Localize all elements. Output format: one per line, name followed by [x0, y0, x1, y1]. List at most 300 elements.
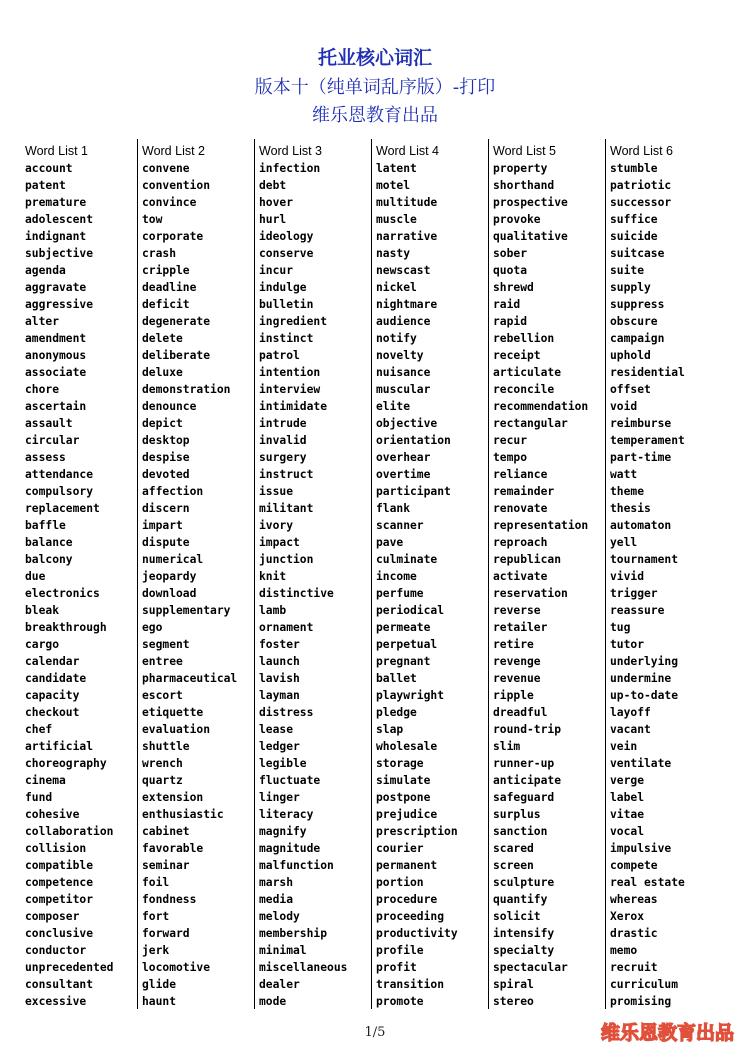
vocabulary-word: reliance	[493, 468, 548, 481]
vocabulary-word: portion	[376, 876, 424, 889]
vocabulary-word: discern	[142, 502, 190, 515]
vocabulary-word: aggravate	[25, 281, 87, 294]
vocabulary-word: property	[493, 162, 548, 175]
vocabulary-word: perpetual	[376, 638, 438, 651]
vocabulary-word: cripple	[142, 264, 190, 277]
vocabulary-word: due	[25, 570, 46, 583]
vocabulary-word: suppress	[610, 298, 665, 311]
vocabulary-word: jeopardy	[142, 570, 197, 583]
vocabulary-word: forward	[142, 927, 190, 940]
vocabulary-word: deliberate	[142, 349, 211, 362]
vocabulary-word: ventilate	[610, 757, 672, 770]
vocabulary-word: foster	[259, 638, 300, 651]
vocabulary-word: vocal	[610, 825, 645, 838]
vocabulary-word: round-trip	[493, 723, 562, 736]
vocabulary-word: proceeding	[376, 910, 445, 923]
vocabulary-word: instinct	[259, 332, 314, 345]
vocabulary-word: revenge	[493, 655, 541, 668]
vocabulary-word: impart	[142, 519, 183, 532]
vocabulary-word: rectangular	[493, 417, 568, 430]
vocabulary-word: balance	[25, 536, 73, 549]
vocabulary-word: replacement	[25, 502, 100, 515]
vocabulary-word: dispute	[142, 536, 190, 549]
vocabulary-word: revenue	[493, 672, 541, 685]
vocabulary-word: latent	[376, 162, 417, 175]
vocabulary-word: scanner	[376, 519, 424, 532]
vocabulary-word: escort	[142, 689, 183, 702]
vocabulary-word: breakthrough	[25, 621, 107, 634]
vocabulary-word: dreadful	[493, 706, 548, 719]
vocabulary-word: renovate	[493, 502, 548, 515]
vocabulary-word: campaign	[610, 332, 665, 345]
vocabulary-word: etiquette	[142, 706, 204, 719]
vocabulary-word: overhear	[376, 451, 431, 464]
vocabulary-word: lease	[259, 723, 294, 736]
vocabulary-word: theme	[610, 485, 645, 498]
vocabulary-word: memo	[610, 944, 638, 957]
vocabulary-word: courier	[376, 842, 424, 855]
vocabulary-word: suffice	[610, 213, 658, 226]
vocabulary-word: melody	[259, 910, 300, 923]
word-list	[142, 160, 256, 1010]
vocabulary-word: agenda	[25, 264, 66, 277]
vocabulary-word: shorthand	[493, 179, 555, 192]
vocabulary-word: cinema	[25, 774, 66, 787]
vocabulary-word: incur	[259, 264, 294, 277]
vocabulary-word: suicide	[610, 230, 658, 243]
vocabulary-word: amendment	[25, 332, 87, 345]
vocabulary-word: motel	[376, 179, 411, 192]
vocabulary-word: overtime	[376, 468, 431, 481]
vocabulary-word: compulsory	[25, 485, 94, 498]
vocabulary-word: depict	[142, 417, 183, 430]
vocabulary-word: calendar	[25, 655, 80, 668]
vocabulary-word: label	[610, 791, 645, 804]
vocabulary-word: nickel	[376, 281, 417, 294]
vocabulary-word: electronics	[25, 587, 100, 600]
vocabulary-word: chore	[25, 383, 60, 396]
vocabulary-word: drastic	[610, 927, 658, 940]
word-list	[259, 160, 373, 1010]
vocabulary-word: premature	[25, 196, 87, 209]
vocabulary-word: participant	[376, 485, 451, 498]
vocabulary-word: debt	[259, 179, 287, 192]
vocabulary-word: deficit	[142, 298, 190, 311]
vocabulary-word: fund	[25, 791, 53, 804]
vocabulary-word: activate	[493, 570, 548, 583]
vocabulary-word: real estate	[610, 876, 685, 889]
vocabulary-word: download	[142, 587, 197, 600]
vocabulary-word: flank	[376, 502, 411, 515]
vocabulary-word: jerk	[142, 944, 170, 957]
vocabulary-word: competence	[25, 876, 94, 889]
vocabulary-word: seminar	[142, 859, 190, 872]
vocabulary-word: fluctuate	[259, 774, 321, 787]
vocabulary-word: tug	[610, 621, 631, 634]
vocabulary-word: attendance	[25, 468, 94, 481]
vocabulary-word: vitae	[610, 808, 645, 821]
vocabulary-word: curriculum	[610, 978, 679, 991]
word-list	[493, 160, 607, 1010]
vocabulary-word: cabinet	[142, 825, 190, 838]
vocabulary-word: assault	[25, 417, 73, 430]
vocabulary-word: reimburse	[610, 417, 672, 430]
vocabulary-word: supply	[610, 281, 651, 294]
vocabulary-word: patent	[25, 179, 66, 192]
vocabulary-word: conserve	[259, 247, 314, 260]
word-list-column	[256, 143, 373, 1013]
vocabulary-word: desktop	[142, 434, 190, 447]
vocabulary-word: surplus	[493, 808, 541, 821]
vocabulary-word: alter	[25, 315, 60, 328]
vocabulary-word: spectacular	[493, 961, 568, 974]
vocabulary-word: watt	[610, 468, 638, 481]
vocabulary-word: whereas	[610, 893, 658, 906]
vocabulary-word: vein	[610, 740, 638, 753]
vocabulary-word: sanction	[493, 825, 548, 838]
vocabulary-word: quartz	[142, 774, 183, 787]
vocabulary-word: suite	[610, 264, 645, 277]
vocabulary-word: checkout	[25, 706, 80, 719]
vocabulary-word: indignant	[25, 230, 87, 243]
vocabulary-word: safeguard	[493, 791, 555, 804]
vocabulary-word: playwright	[376, 689, 445, 702]
vocabulary-word: marsh	[259, 876, 294, 889]
vocabulary-word: enthusiastic	[142, 808, 224, 821]
vocabulary-word: retire	[493, 638, 534, 651]
vocabulary-word: supplementary	[142, 604, 231, 617]
vocabulary-word: anonymous	[25, 349, 87, 362]
vocabulary-word: balcony	[25, 553, 73, 566]
vocabulary-word: pave	[376, 536, 404, 549]
document-title: 托业核心词汇	[317, 47, 432, 69]
vocabulary-word: notify	[376, 332, 417, 345]
vocabulary-word: nightmare	[376, 298, 438, 311]
vocabulary-word: instruct	[259, 468, 314, 481]
vocabulary-word: compatible	[25, 859, 94, 872]
vocabulary-word: minimal	[259, 944, 307, 957]
vocabulary-word: patrol	[259, 349, 300, 362]
vocabulary-word: locomotive	[142, 961, 211, 974]
vocabulary-word: conclusive	[25, 927, 94, 940]
vocabulary-word: unprecedented	[25, 961, 114, 974]
vocabulary-word: income	[376, 570, 417, 583]
vocabulary-word: residential	[610, 366, 685, 379]
vocabulary-word: competitor	[25, 893, 94, 906]
vocabulary-word: recommendation	[493, 400, 589, 413]
vocabulary-word: impact	[259, 536, 300, 549]
word-list-column	[607, 143, 724, 1013]
vocabulary-word: ascertain	[25, 400, 87, 413]
vocabulary-word: ledger	[259, 740, 300, 753]
vocabulary-word: transition	[376, 978, 445, 991]
vocabulary-word: audience	[376, 315, 431, 328]
vocabulary-word: ornament	[259, 621, 314, 634]
vocabulary-word: republican	[493, 553, 562, 566]
vocabulary-word: tutor	[610, 638, 645, 651]
vocabulary-word: chef	[25, 723, 53, 736]
vocabulary-word: interview	[259, 383, 321, 396]
vocabulary-word: profile	[376, 944, 424, 957]
vocabulary-word: devoted	[142, 468, 190, 481]
vocabulary-word: cohesive	[25, 808, 80, 821]
word-list-column	[22, 143, 139, 1013]
vocabulary-word: corporate	[142, 230, 204, 243]
vocabulary-word: patriotic	[610, 179, 672, 192]
page-number: 1/5	[364, 1025, 386, 1040]
vocabulary-word: intimidate	[259, 400, 328, 413]
vocabulary-word: underlying	[610, 655, 679, 668]
vocabulary-word: lamb	[259, 604, 287, 617]
vocabulary-word: linger	[259, 791, 300, 804]
vocabulary-word: collision	[25, 842, 87, 855]
vocabulary-word: Xerox	[610, 910, 645, 923]
vocabulary-word: cargo	[25, 638, 60, 651]
vocabulary-word: stereo	[493, 995, 534, 1008]
vocabulary-word: composer	[25, 910, 80, 923]
vocabulary-word: segment	[142, 638, 190, 651]
vocabulary-word: favorable	[142, 842, 204, 855]
vocabulary-word: haunt	[142, 995, 177, 1008]
word-list-title: Word List 4	[376, 144, 439, 158]
vocabulary-word: adolescent	[25, 213, 94, 226]
vocabulary-word: prescription	[376, 825, 458, 838]
vocabulary-word: nuisance	[376, 366, 431, 379]
vocabulary-word: surgery	[259, 451, 307, 464]
vocabulary-word: simulate	[376, 774, 431, 787]
vocabulary-word: screen	[493, 859, 534, 872]
vocabulary-word: suitcase	[610, 247, 665, 260]
vocabulary-word: extension	[142, 791, 204, 804]
vocabulary-word: indulge	[259, 281, 307, 294]
vocabulary-word: ingredient	[259, 315, 328, 328]
vocabulary-word: evaluation	[142, 723, 211, 736]
vocabulary-word: verge	[610, 774, 645, 787]
vocabulary-word: denounce	[142, 400, 197, 413]
vocabulary-word: reassure	[610, 604, 665, 617]
vocabulary-word: collaboration	[25, 825, 114, 838]
vocabulary-word: bulletin	[259, 298, 314, 311]
vocabulary-word: crash	[142, 247, 177, 260]
vocabulary-word: prospective	[493, 196, 568, 209]
vocabulary-word: rapid	[493, 315, 528, 328]
vocabulary-word: scared	[493, 842, 534, 855]
vocabulary-word: pledge	[376, 706, 417, 719]
vocabulary-word: remainder	[493, 485, 555, 498]
vocabulary-word: candidate	[25, 672, 87, 685]
vocabulary-word: novelty	[376, 349, 424, 362]
vocabulary-word: obscure	[610, 315, 658, 328]
vocabulary-word: runner-up	[493, 757, 555, 770]
vocabulary-word: recur	[493, 434, 528, 447]
vocabulary-word: issue	[259, 485, 294, 498]
vocabulary-word: pregnant	[376, 655, 431, 668]
document-subtitle: 版本十（纯单词乱序版）-打印	[254, 77, 496, 98]
document-header	[0, 44, 750, 129]
vocabulary-word: entree	[142, 655, 183, 668]
vocabulary-word: tempo	[493, 451, 528, 464]
vocabulary-word: slim	[493, 740, 521, 753]
vocabulary-word: profit	[376, 961, 417, 974]
vocabulary-word: automaton	[610, 519, 672, 532]
vocabulary-word: representation	[493, 519, 589, 532]
vocabulary-word: objective	[376, 417, 438, 430]
vocabulary-word: ivory	[259, 519, 294, 532]
vocabulary-word: promote	[376, 995, 424, 1008]
vocabulary-word: procedure	[376, 893, 438, 906]
vocabulary-word: deluxe	[142, 366, 183, 379]
vocabulary-word: mode	[259, 995, 287, 1008]
vocabulary-word: ideology	[259, 230, 314, 243]
vocabulary-word: impulsive	[610, 842, 672, 855]
vocabulary-word: part-time	[610, 451, 672, 464]
vocabulary-word: periodical	[376, 604, 445, 617]
vocabulary-word: reproach	[493, 536, 548, 549]
vocabulary-word: subjective	[25, 247, 94, 260]
vocabulary-word: fort	[142, 910, 170, 923]
vocabulary-word: newscast	[376, 264, 431, 277]
vocabulary-word: perfume	[376, 587, 424, 600]
vocabulary-word: consultant	[25, 978, 94, 991]
vocabulary-word: infection	[259, 162, 321, 175]
word-list	[376, 160, 490, 1010]
vocabulary-word: distress	[259, 706, 314, 719]
vocabulary-word: vivid	[610, 570, 645, 583]
vocabulary-word: hover	[259, 196, 294, 209]
vocabulary-word: thesis	[610, 502, 651, 515]
vocabulary-word: delete	[142, 332, 183, 345]
vocabulary-word: reservation	[493, 587, 568, 600]
vocabulary-word: vacant	[610, 723, 651, 736]
vocabulary-word: baffle	[25, 519, 66, 532]
vocabulary-word: media	[259, 893, 294, 906]
vocabulary-word: culminate	[376, 553, 438, 566]
vocabulary-word: excessive	[25, 995, 87, 1008]
vocabulary-word: promising	[610, 995, 672, 1008]
vocabulary-word: void	[610, 400, 638, 413]
vocabulary-word: specialty	[493, 944, 555, 957]
vocabulary-word: despise	[142, 451, 190, 464]
vocabulary-word: orientation	[376, 434, 451, 447]
vocabulary-word: foil	[142, 876, 170, 889]
vocabulary-word: magnify	[259, 825, 307, 838]
vocabulary-word: wrench	[142, 757, 183, 770]
vocabulary-word: layoff	[610, 706, 651, 719]
vocabulary-word: narrative	[376, 230, 438, 243]
vocabulary-word: intention	[259, 366, 321, 379]
vocabulary-word: sculpture	[493, 876, 555, 889]
vocabulary-word: productivity	[376, 927, 458, 940]
vocabulary-word: spiral	[493, 978, 534, 991]
vocabulary-word: militant	[259, 502, 314, 515]
vocabulary-word: temperament	[610, 434, 685, 447]
vocabulary-word: dealer	[259, 978, 300, 991]
vocabulary-word: raid	[493, 298, 521, 311]
vocabulary-word: wholesale	[376, 740, 438, 753]
vocabulary-word: permanent	[376, 859, 438, 872]
vocabulary-word: bleak	[25, 604, 60, 617]
vocabulary-word: literacy	[259, 808, 314, 821]
vocabulary-word: elite	[376, 400, 411, 413]
vocabulary-word: convene	[142, 162, 190, 175]
vocabulary-word: numerical	[142, 553, 204, 566]
vocabulary-word: receipt	[493, 349, 541, 362]
vocabulary-word: artificial	[25, 740, 94, 753]
vocabulary-word: nasty	[376, 247, 411, 260]
vocabulary-word: intensify	[493, 927, 555, 940]
word-list-title: Word List 1	[25, 144, 88, 158]
vocabulary-word: reconcile	[493, 383, 555, 396]
vocabulary-word: demonstration	[142, 383, 231, 396]
vocabulary-word: tournament	[610, 553, 679, 566]
vocabulary-word: prejudice	[376, 808, 438, 821]
vocabulary-word: muscular	[376, 383, 431, 396]
word-list-columns	[22, 143, 742, 1013]
vocabulary-word: up-to-date	[610, 689, 679, 702]
vocabulary-word: fondness	[142, 893, 197, 906]
vocabulary-word: trigger	[610, 587, 658, 600]
vocabulary-word: convince	[142, 196, 197, 209]
word-list-column	[490, 143, 607, 1013]
vocabulary-word: uphold	[610, 349, 651, 362]
vocabulary-word: solicit	[493, 910, 541, 923]
word-list-column	[373, 143, 490, 1013]
word-list-title: Word List 3	[259, 144, 322, 158]
vocabulary-word: ripple	[493, 689, 534, 702]
vocabulary-word: malfunction	[259, 859, 334, 872]
vocabulary-word: recruit	[610, 961, 658, 974]
vocabulary-word: muscle	[376, 213, 417, 226]
word-list-column	[139, 143, 256, 1013]
vocabulary-word: postpone	[376, 791, 431, 804]
vocabulary-word: choreography	[25, 757, 107, 770]
vocabulary-word: layman	[259, 689, 300, 702]
vocabulary-word: aggressive	[25, 298, 94, 311]
vocabulary-word: slap	[376, 723, 404, 736]
vocabulary-word: anticipate	[493, 774, 562, 787]
vocabulary-word: circular	[25, 434, 80, 447]
vocabulary-word: distinctive	[259, 587, 334, 600]
vocabulary-word: lavish	[259, 672, 300, 685]
vocabulary-word: tow	[142, 213, 163, 226]
vocabulary-word: rebellion	[493, 332, 555, 345]
vocabulary-word: account	[25, 162, 73, 175]
vocabulary-word: quota	[493, 264, 528, 277]
word-list-title: Word List 6	[610, 144, 673, 158]
vocabulary-word: provoke	[493, 213, 541, 226]
vocabulary-word: conductor	[25, 944, 87, 957]
vocabulary-word: ego	[142, 621, 163, 634]
vocabulary-word: compete	[610, 859, 658, 872]
vocabulary-word: quantify	[493, 893, 548, 906]
vocabulary-word: legible	[259, 757, 307, 770]
word-list-title: Word List 5	[493, 144, 556, 158]
vocabulary-word: shrewd	[493, 281, 534, 294]
word-list	[610, 160, 724, 1010]
vocabulary-word: retailer	[493, 621, 548, 634]
vocabulary-word: invalid	[259, 434, 307, 447]
vocabulary-word: successor	[610, 196, 672, 209]
vocabulary-word: deadline	[142, 281, 197, 294]
vocabulary-word: reverse	[493, 604, 541, 617]
vocabulary-word: assess	[25, 451, 66, 464]
vocabulary-word: stumble	[610, 162, 658, 175]
vocabulary-word: glide	[142, 978, 177, 991]
vocabulary-word: offset	[610, 383, 651, 396]
vocabulary-word: knit	[259, 570, 287, 583]
vocabulary-word: capacity	[25, 689, 80, 702]
vocabulary-word: associate	[25, 366, 87, 379]
